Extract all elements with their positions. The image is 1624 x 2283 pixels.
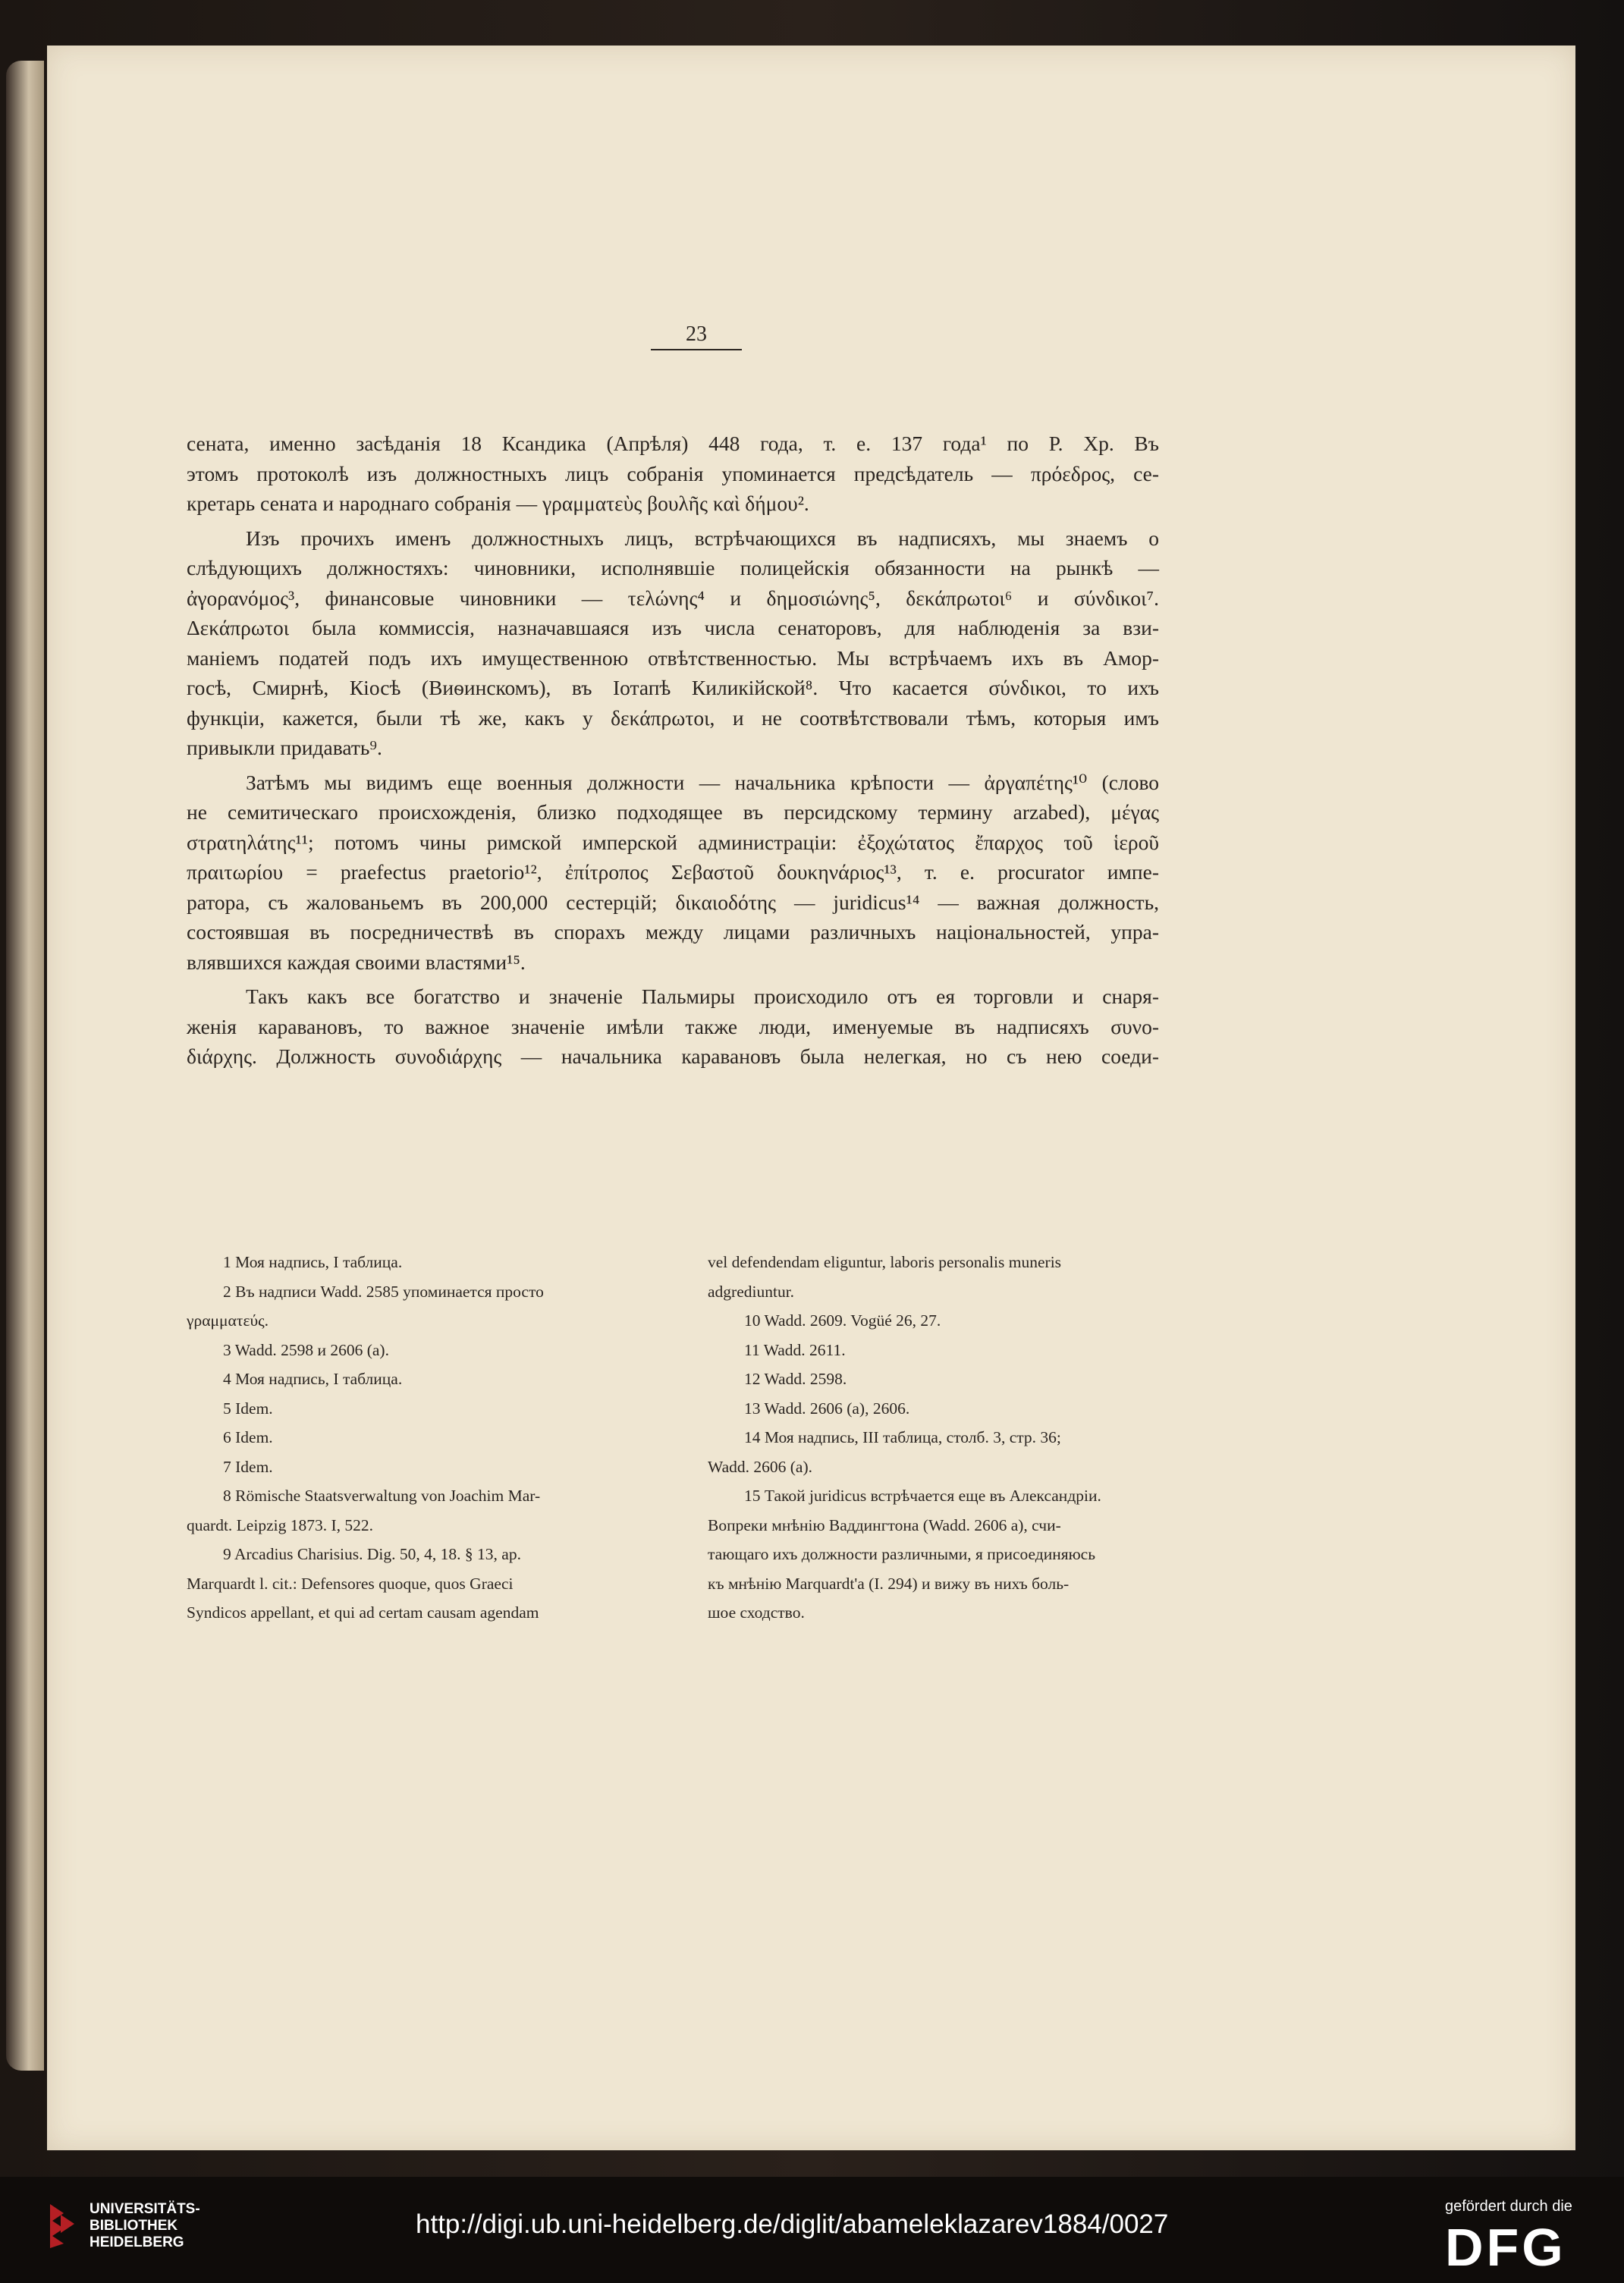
footnote: 3 Wadd. 2598 и 2606 (a). bbox=[223, 1340, 389, 1359]
text-line: влявшихся каждая своими властями¹⁵. bbox=[187, 950, 526, 974]
footnote: 10 Wadd. 2609. Vogüé 26, 27. bbox=[744, 1311, 941, 1330]
footnote: 8 Römische Staatsverwaltung von Joachim Mar- bbox=[223, 1487, 541, 1505]
page-number-rule bbox=[651, 349, 742, 350]
page-number: 23 bbox=[686, 322, 707, 346]
footnote-continuation: шое сходство. bbox=[708, 1603, 805, 1622]
university-library-name bbox=[90, 2201, 200, 2251]
footnote-continuation: тающаго ихъ должности различными, я присоединяюсь bbox=[708, 1545, 1096, 1563]
text-line: сената, именно засѣданія 18 Ксандика (Апрѣля) 448 года, т. е. 137 года¹ по Р. Хр. Въ bbox=[187, 432, 1159, 455]
paragraph-start-line: Затѣмъ мы видимъ еще военныя должности — начальника крѣпости — ἀργαπέτης¹⁰ (слово bbox=[246, 770, 1159, 794]
text-line: διάρχης. Должность συνοδιάρχης — начальника каравановъ была нелегкая, но съ нею соеди- bbox=[187, 1044, 1159, 1068]
footnote-continuation: vel defendendam eliguntur, laboris personalis muneris bbox=[708, 1253, 1062, 1271]
footnote-continuation: Вопреки мнѣнію Ваддингтона (Wadd. 2606 a), счи- bbox=[708, 1515, 1061, 1534]
dfg-logo: DFG bbox=[1445, 2218, 1566, 2277]
text-line: ἀγορανόμος³, финансовые чиновники — τελώνης⁴ и δημοσιώνης⁵, δεκάπρωτοι⁶ и σύνδικοι⁷. bbox=[187, 586, 1159, 610]
footnote-continuation: adgrediuntur. bbox=[708, 1282, 795, 1301]
text-line: маніемъ податей подъ ихъ имущественною отвѣтственностью. Мы встрѣчаемъ ихъ въ Амор- bbox=[187, 645, 1159, 670]
footnote: 11 Wadd. 2611. bbox=[744, 1340, 846, 1359]
footnote: 9 Arcadius Charisius. Dig. 50, 4, 18. § 13, ap. bbox=[223, 1545, 521, 1563]
text-line: кретарь сената и народнаго собранія — γραμματεὺς βουλῆς καὶ δήμου². bbox=[187, 491, 809, 515]
footnote: 14 Моя надпись, III таблица, столб. 3, стр. 36; bbox=[744, 1428, 1061, 1446]
funding-label: gefördert durch die bbox=[1445, 2198, 1572, 2215]
text-line: привыкли придавать⁹. bbox=[187, 736, 382, 759]
footnote-continuation: къ мнѣнію Marquardt'a (I. 294) и вижу въ нихъ боль- bbox=[708, 1574, 1070, 1593]
footnote-continuation: Marquardt l. cit.: Defensores quoque, quos Graeci bbox=[187, 1574, 514, 1593]
footnote: 5 Idem. bbox=[223, 1399, 273, 1418]
text-line: не семитическаго происхожденія, близко подходящее въ персидскому термину arzabed), μέγας bbox=[187, 800, 1159, 824]
book-page bbox=[47, 46, 1575, 2150]
footnotes-right-column bbox=[708, 1248, 1159, 1628]
text-line: ратора, съ жалованьемъ въ 200,000 сестерцій; δικαιοδότης — juridicus¹⁴ — важная должность, bbox=[187, 890, 1159, 914]
footnote: 4 Моя надпись, I таблица. bbox=[223, 1370, 403, 1388]
footnote: 15 Такой juridicus встрѣчается еще въ Александріи. bbox=[744, 1487, 1101, 1505]
source-url-link[interactable]: http://digi.ub.uni-heidelberg.de/diglit/abameleklazarev1884/0027 bbox=[416, 2209, 1169, 2239]
footnote: 1 Моя надпись, I таблица. bbox=[223, 1253, 403, 1271]
main-text bbox=[187, 429, 1159, 1072]
library-name-line: UNIVERSITÄTS- bbox=[90, 2201, 200, 2217]
book-edge bbox=[6, 61, 44, 2071]
text-line: женія каравановъ, то важное значеніе имѣли также люди, именуемые въ надписяхъ συνο- bbox=[187, 1014, 1159, 1038]
library-name-line: BIBLIOTHEK bbox=[90, 2218, 178, 2234]
footnote: 2 Въ надписи Wadd. 2585 упоминается просто bbox=[223, 1282, 544, 1301]
footnote-continuation: γραμματεύς. bbox=[187, 1311, 269, 1330]
footnote: 6 Idem. bbox=[223, 1428, 273, 1446]
footnote: 12 Wadd. 2598. bbox=[744, 1370, 847, 1388]
text-line: госѣ, Смирнѣ, Кіосѣ (Виѳинскомъ), въ Іотапѣ Киликійской⁸. Что касается σύνδικοι, то ихъ bbox=[187, 676, 1159, 699]
text-line: состоявшая въ посредничествѣ въ спорахъ между лицами различныхъ національностей, упра- bbox=[187, 920, 1159, 944]
footnotes-left-column bbox=[187, 1248, 653, 1628]
footnote: 13 Wadd. 2606 (a), 2606. bbox=[744, 1399, 910, 1418]
text-line: функціи, кажется, были тѣ же, какъ у δεκάπρωτοι, и не соотвѣтствовали тѣмъ, которыя имъ bbox=[187, 705, 1159, 730]
text-line: στρατηλάτης¹¹; потомъ чины римской имперской администраціи: ἐξοχώτατος ἔπαρχος τοῦ ἱεροῦ bbox=[187, 830, 1159, 854]
footnote-continuation: quardt. Leipzig 1873. I, 522. bbox=[187, 1515, 374, 1534]
text-line: Δεκάπρωτοι была коммиссія, назначавшаяся изъ числа сенаторовъ, для наблюденія за взи- bbox=[187, 616, 1159, 639]
paragraph-start-line: Изъ прочихъ именъ должностныхъ лицъ, встрѣчающихся въ надписяхъ, мы знаемъ о bbox=[246, 526, 1159, 550]
footnote-continuation: Syndicos appellant, et qui ad certam causam agendam bbox=[187, 1603, 539, 1622]
text-line: слѣдующихъ должностяхъ: чиновники, исполнявшіе полицейскія обязанности на рынкѣ — bbox=[187, 556, 1159, 579]
text-line: πραιτωρίου = praefectus praetorio¹², ἐπίτροπος Σεβαστοῦ δουκηνάριος¹³, т. е. procurator импе- bbox=[187, 860, 1159, 884]
footnote: 7 Idem. bbox=[223, 1457, 273, 1476]
footnote-continuation: Wadd. 2606 (a). bbox=[708, 1457, 812, 1476]
paragraph-start-line: Такъ какъ все богатство и значеніе Пальмиры происходило отъ ея торговли и снаря- bbox=[246, 984, 1159, 1008]
text-line: этомъ протоколѣ изъ должностныхъ лицъ собранія упоминается предсѣдатель — πρόεδρος, се- bbox=[187, 461, 1159, 485]
library-name-line: HEIDELBERG bbox=[90, 2234, 184, 2250]
university-library-logo-icon bbox=[47, 2201, 77, 2250]
